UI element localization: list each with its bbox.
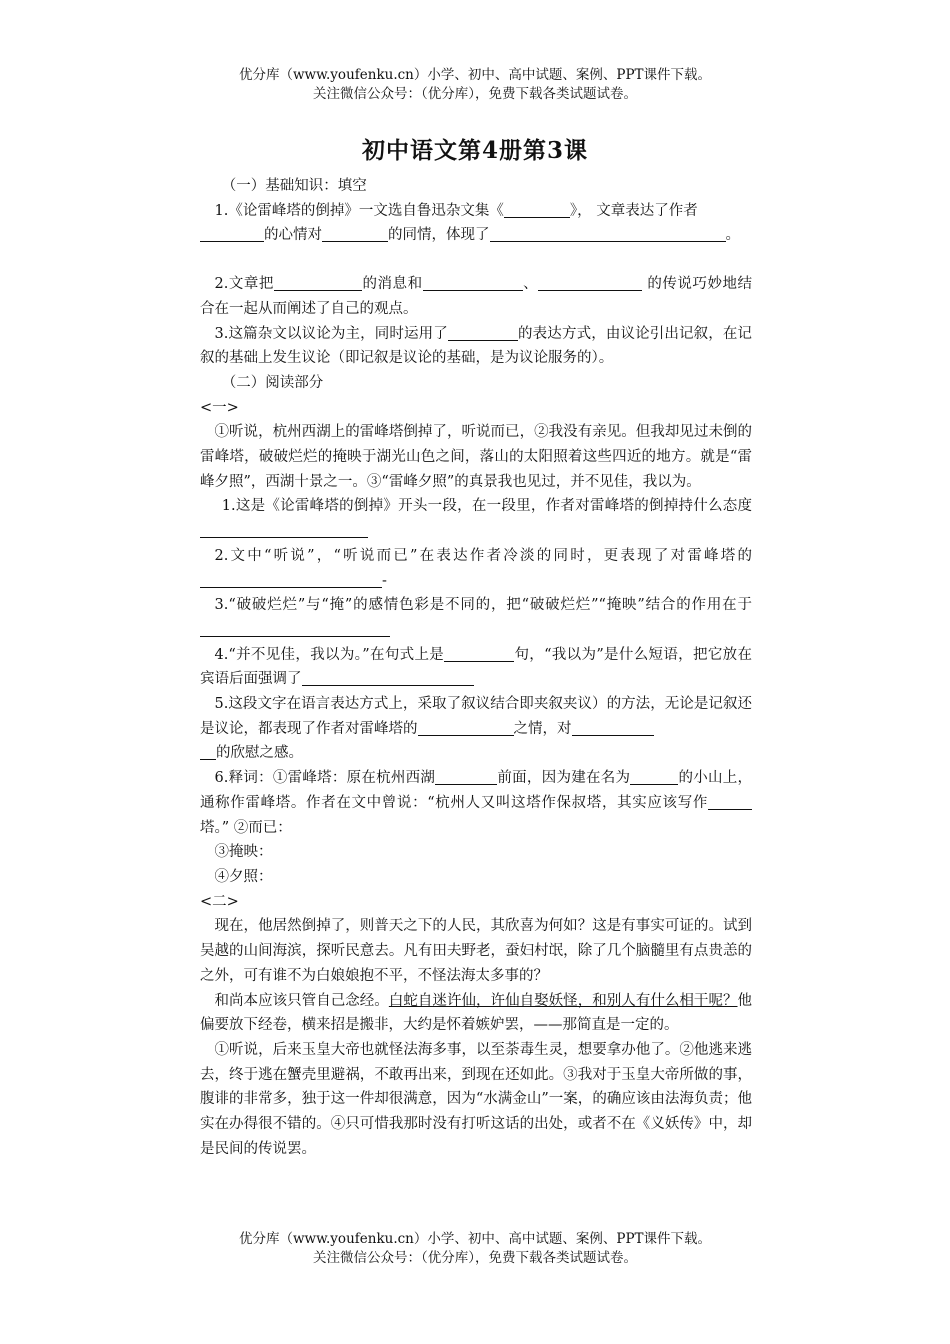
question-reading-3: 3.“破破烂烂”与“掩”的感情色彩是不同的，把“破破烂烂”“掩映”结合的作用在于 <box>200 593 752 642</box>
document-body <box>200 174 752 1161</box>
passage-2-paragraph-2: 和尚本应该只管自己念经。白蛇自迷许仙，许仙自娶妖怪，和别人有什么相干呢？他偏要放下经卷，横来招是搬非，大约是怀着嫉妒罢，——那简直是一定的。 <box>200 992 753 1034</box>
question-reading-6-item-3: ③掩映： <box>214 844 273 861</box>
question-reading-4: 4.“并不见佳，我以为。”在句式上是 句，“我以为”是什么短语，把它放在宾语后面强调了 <box>200 646 752 688</box>
passage-1: ①听说，杭州西湖上的雷峰塔倒掉了，听说而已，②我没有亲见。但我却见过未倒的雷峰塔，破破烂烂的掩映于湖光山色之间，落山的太阳照着这些四近的地方。就是“雷峰夕照”，西湖十景之一。③“雷峰夕照”的真景我也见过，并不见佳，我以为。 <box>200 424 752 490</box>
question-reading-6: 6.释词：①雷峰塔：原在杭州西湖 前面，因为建在名为 的小山上，通称作雷峰塔。作者在文中曾说：“杭州人又叫这塔作保叔塔，其实应该写作塔。” ②而已： <box>200 770 753 836</box>
page-footer <box>0 1230 950 1268</box>
passage-2-paragraph-1: 现在，他居然倒掉了，则普天之下的人民，其欣喜为何如？这是有事实可证的。试到吴越的山间海滨，探听民意去。凡有田夫野老，蚕妇村氓，除了几个脑髓里有点贵恙的之外，可有谁不为白娘娘抱不平，不怪法海太多事的？ <box>200 918 752 984</box>
header-line-1: 优分库（www.youfenku.cn）小学、初中、高中试题、案例、PPT课件下载。 <box>238 67 712 83</box>
question-basic-2: 2.文章把 的消息和 、 的传说巧妙地结合在一起从而阐述了自己的观点。 <box>200 276 753 317</box>
part-1-label: <一> <box>200 399 239 416</box>
section-heading-basics: （一）基础知识：填空 <box>221 178 367 194</box>
part-2-label: <二> <box>200 893 239 910</box>
header-line-2: 关注微信公众号：（优分库），免费下载各类试题试卷。 <box>313 86 637 102</box>
page-title: 初中语文第4册第3课 <box>361 137 588 164</box>
question-reading-5: 5.这段文字在语言表达方式上，采取了叙议结合即夹叙夹议）的方法，无论是记叙还是议论，都表现了作者对雷峰塔的 之情，对 的欣慰之感。 <box>200 696 752 762</box>
footer-line-1: 优分库（www.youfenku.cn）小学、初中、高中试题、案例、PPT课件下载。 <box>238 1231 712 1247</box>
underlined-sentence: 白蛇自迷许仙，许仙自娶妖怪，和别人有什么相干呢？ <box>388 992 738 1009</box>
question-basic-1: 1.《论雷峰塔的倒掉》一文选自鲁迅杂文集《 》， 文章表达了作者 的心情对 的同情，体现了 。 <box>200 199 752 248</box>
passage-2-paragraph-3: ①听说，后来玉皇大帝也就怪法海多事，以至荼毒生灵，想要拿办他了。②他逃来逃去，终于逃在蟹壳里避祸，不敢再出来，到现在还如此。③我对于玉皇大帝所做的事，腹诽的非常多，独于这一件却很满意，因为“水满金山”一案，的确应该由法海负责；他实在办得很不错的。④只可惜我那时没有打听这话的出处，或者不在《义妖传》中，却是民间的传说罢。 <box>200 1041 752 1157</box>
question-reading-1: 1.这是《论雷峰塔的倒掉》开头一段，在一段里，作者对雷峰塔的倒掉持什么态度 <box>200 494 752 543</box>
question-reading-2: 2.文中“听说”，“听说而已”在表达作者冷淡的同时，更表现了对雷峰塔的- <box>200 544 752 593</box>
section-heading-reading: （二）阅读部分 <box>221 374 324 391</box>
question-reading-6-item-4: ④夕照： <box>214 868 273 885</box>
page-header <box>0 66 950 104</box>
footer-line-2: 关注微信公众号：（优分库），免费下载各类试题试卷。 <box>313 1250 637 1266</box>
question-basic-3: 3.这篇杂文以议论为主，同时运用了 的表达方式，由议论引出记叙，在记叙的基础上发生议论（即记叙是议论的基础，是为议论服务的）。 <box>200 325 752 367</box>
